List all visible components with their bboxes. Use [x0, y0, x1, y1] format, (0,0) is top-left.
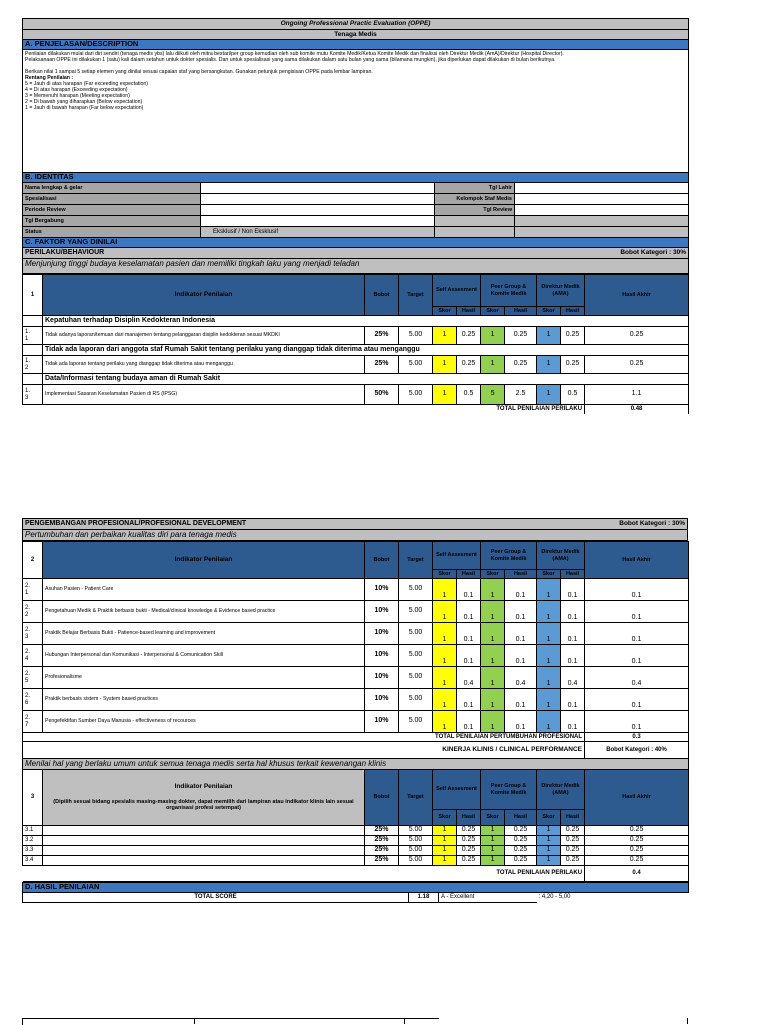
blank-cell: [23, 316, 43, 327]
dir-skor-input[interactable]: 1: [537, 836, 561, 846]
header-bobot: Bobot: [365, 542, 399, 579]
header-skor: Skor: [481, 307, 505, 316]
row-code: 2. 4: [23, 645, 43, 667]
row-target: 5.00: [399, 689, 433, 711]
row-code: 1. 2: [23, 356, 43, 374]
behaviour-heading: PERILAKU/BEHAVIOUR: [23, 248, 515, 259]
peer-skor-input[interactable]: 1: [481, 689, 505, 711]
row-code: 3.1: [23, 826, 43, 836]
header-target: Target: [399, 275, 433, 316]
label-spesialisasi: Spesialisasi: [23, 194, 201, 205]
dir-skor-input[interactable]: 1: [537, 667, 561, 689]
next-page-stub: [22, 1018, 688, 1024]
blank-cell: [23, 345, 43, 356]
self-hasil: 0.25: [457, 826, 481, 836]
row-indikator: Implementasi Sasaran Keselamatan Pasien di RS (IPSG): [43, 385, 365, 405]
stub-divider: [194, 1018, 195, 1024]
row-indikator: Tidak adanya laporan/temuan dari manajemen tentang pelanggaran disiplin kedokteran sesuai MKDKI: [43, 327, 365, 345]
peer-hasil: 2.5: [505, 385, 537, 405]
row-indikator: Tidak ada laporan tentang perilaku yang dianggap tidak diterima atau menganggu: [43, 356, 365, 374]
label-tgl-review: Tgl Review: [435, 205, 515, 216]
header-hasil: Hasil: [561, 570, 585, 579]
row-target: 5.00: [399, 601, 433, 623]
self-hasil: 0.5: [457, 385, 481, 405]
dir-hasil: 0.4: [561, 667, 585, 689]
row-indikator: [43, 856, 365, 866]
field-spesialisasi[interactable]: [201, 194, 435, 205]
row-target: 5.00: [399, 623, 433, 645]
field-nama[interactable]: [201, 183, 435, 194]
dir-skor-input[interactable]: 1: [537, 846, 561, 856]
hasil-akhir: 0.1: [585, 689, 689, 711]
hasil-akhir: 0.25: [585, 836, 689, 846]
row-bobot: 50%: [365, 385, 399, 405]
header-direktur: Direktur Medik (AMA): [537, 770, 585, 810]
peer-skor-input[interactable]: 1: [481, 846, 505, 856]
row-code: 3.2: [23, 836, 43, 846]
row-indikator: [43, 846, 365, 856]
blank-cell: [435, 216, 515, 227]
row-indikator: Asuhan Pasien - Patient Care: [43, 579, 365, 601]
header-target: Target: [399, 770, 433, 826]
header-hasil: Hasil: [457, 307, 481, 316]
row-code: 1. 1: [23, 327, 43, 345]
peer-hasil: 0.1: [505, 711, 537, 733]
header-self: Self Assesment: [433, 770, 481, 810]
hasil-akhir: 0.1: [585, 623, 689, 645]
header-skor: Skor: [537, 570, 561, 579]
row-bobot: 10%: [365, 579, 399, 601]
dir-skor-input[interactable]: 1: [537, 856, 561, 866]
behaviour-subtitle: Menjunjung tinggi budaya keselamatan pasien dan memiliki tingkah laku yang menjadi teladan: [23, 259, 689, 274]
field-kelompok[interactable]: [515, 194, 689, 205]
clinical-subtitle: Menilai hal yang berlaku umum untuk semua tenaga medis serta hal khusus terkait kewenangan klinis: [23, 759, 689, 770]
dir-skor-input[interactable]: 1: [537, 579, 561, 601]
self-hasil: 0.25: [457, 327, 481, 345]
field-tgl-lahir[interactable]: [515, 183, 689, 194]
development-table: [22, 541, 689, 882]
behaviour-total-value: 0.48: [585, 405, 689, 414]
header-bobot: Bobot: [365, 770, 399, 826]
rentang-3: 3 = Memenuhi harapan (Meeting expectation): [25, 92, 130, 99]
self-skor-input[interactable]: 1: [433, 579, 457, 601]
header-peer: Peer Group & Komite Medik: [481, 770, 537, 810]
peer-skor-input[interactable]: 1: [481, 623, 505, 645]
hasil-akhir: 0.25: [585, 356, 689, 374]
peer-hasil: 0.25: [505, 327, 537, 345]
header-indikator: Indikator Penilaian: [174, 783, 233, 791]
row-target: 5.00: [399, 846, 433, 856]
row-target: 5.00: [399, 836, 433, 846]
dir-hasil: 0.25: [561, 826, 585, 836]
label-periode: Periode Review: [23, 205, 201, 216]
row-code: 2. 5: [23, 667, 43, 689]
peer-hasil: 0.25: [505, 846, 537, 856]
header-hasil: Hasil: [561, 810, 585, 826]
row-code: 1. 3: [23, 385, 43, 405]
peer-hasil: 0.1: [505, 623, 537, 645]
header-hasil-akhir: Hasil Akhir: [585, 770, 689, 826]
row-bobot: 25%: [365, 356, 399, 374]
development-heading: PENGEMBANGAN PROFESIONAL/PROFESIONAL DEVELOPMENT: [23, 519, 574, 530]
row-bobot: 10%: [365, 711, 399, 733]
desc-paragraph-3: Berikan nilai 1 sampai 5 setiap elemen yang dinilai sesuai capaian staf yang bersangkutan. Gunakan petunjuk pengisisan OPPE pada lembar lampiran.: [25, 68, 373, 75]
self-skor-input[interactable]: 1: [433, 601, 457, 623]
row-bobot: 25%: [365, 856, 399, 866]
peer-hasil: 0.1: [505, 579, 537, 601]
row-indikator: [43, 826, 365, 836]
group-heading: Tidak ada laporan dari anggota staf Rumah Sakit tentang perilaku yang dianggap tidak diterima atau menganggu: [43, 345, 689, 356]
peer-skor-input[interactable]: 1: [481, 601, 505, 623]
desc-paragraph-2: Pelaksanaan OPPE ini dilakukan 1 (satu) kali dalam setahun untuk dokter spesialis. Dan untuk spesialisasi yang sama dilakukan dalam satu bulan yang sama (bilamana mungkin), jika diperlukan dapat dilakukan di bulan berikutnya.: [25, 56, 556, 63]
rentang-4: 2 = Di bawah yang diharapkan (Below expectation): [25, 98, 143, 105]
dir-skor-input[interactable]: 1: [537, 385, 561, 405]
header-hasil: Hasil: [457, 810, 481, 826]
row-target: 5.00: [399, 645, 433, 667]
header-hasil: Hasil: [505, 307, 537, 316]
rentang-title: Rentang Penilaian :: [25, 74, 74, 81]
header-hasil-akhir: Hasil Akhir: [585, 542, 689, 579]
self-skor-input[interactable]: 1: [433, 856, 457, 866]
blank-cell: [515, 227, 689, 238]
peer-hasil: 0.1: [505, 645, 537, 667]
header-indikator: Indikator Penilaian: [43, 542, 365, 579]
row-indikator: [43, 836, 365, 846]
self-skor-input[interactable]: 1: [433, 836, 457, 846]
section-c-title: C. FAKTOR YANG DINILAI: [23, 238, 689, 248]
row-code: 2. 6: [23, 689, 43, 711]
clinical-num: 3: [23, 770, 43, 826]
row-bobot: 10%: [365, 689, 399, 711]
self-hasil: 0.1: [457, 711, 481, 733]
behaviour-bobot-kategori: Bobot Kategori : 30%: [515, 248, 689, 259]
peer-hasil: 0.1: [505, 601, 537, 623]
peer-skor-input[interactable]: 1: [481, 711, 505, 733]
clinical-heading: KINERJA KLINIS / CLINICAL PERFORMANCE: [23, 742, 585, 759]
grade-label: A - Excellent: [439, 893, 537, 903]
peer-skor-input[interactable]: 1: [481, 579, 505, 601]
clinical-indikator-header: [43, 770, 365, 826]
oppe-form-top: [22, 18, 689, 274]
dir-skor-input[interactable]: 1: [537, 826, 561, 836]
row-target: 5.00: [399, 385, 433, 405]
row-bobot: 25%: [365, 826, 399, 836]
header-bobot: Bobot: [365, 275, 399, 316]
self-hasil: 0.1: [457, 623, 481, 645]
header-target: Target: [399, 542, 433, 579]
row-target: 5.00: [399, 856, 433, 866]
row-target: 5.00: [399, 356, 433, 374]
label-kelompok: Kelompok Staf Medis: [435, 194, 515, 205]
dir-hasil: 0.1: [561, 645, 585, 667]
section-b-title: B. IDENTITAS: [23, 173, 689, 183]
header-skor: Skor: [433, 810, 457, 826]
dir-skor-input[interactable]: 1: [537, 689, 561, 711]
header-hasil: Hasil: [561, 307, 585, 316]
row-bobot: 10%: [365, 645, 399, 667]
section-d-title: D. HASIL PENILAIAN: [23, 883, 689, 893]
row-code: 2. 7: [23, 711, 43, 733]
dir-hasil: 0.25: [561, 836, 585, 846]
field-periode[interactable]: [201, 205, 435, 216]
dir-skor-input[interactable]: 1: [537, 327, 561, 345]
self-skor-input[interactable]: 1: [433, 327, 457, 345]
row-target: 5.00: [399, 327, 433, 345]
peer-skor-input[interactable]: 1: [481, 645, 505, 667]
development-header: [22, 518, 688, 541]
hasil-akhir: 0.1: [585, 601, 689, 623]
desc-paragraph-1: Penilaian dilakukan mulai dari diri sendiri (tenaga medis ybs) lalu diikuti oleh mitra bestari/per group kemudian oleh sub komite mutu Komite Medik/Ketua Komite Medik dan finalissi oleh Direktur Medik (AmA)/Direktur (Hospital Director).: [25, 51, 564, 57]
dir-hasil: 0.25: [561, 327, 585, 345]
row-target: 5.00: [399, 826, 433, 836]
field-tgl-bergabung[interactable]: [201, 216, 435, 227]
peer-skor-input[interactable]: 1: [481, 856, 505, 866]
clinical-total-value: 0.4: [585, 866, 689, 882]
self-skor-input[interactable]: 1: [433, 623, 457, 645]
peer-skor-input[interactable]: 1: [481, 356, 505, 374]
peer-hasil: 0.1: [505, 689, 537, 711]
development-subtitle: Pertumbuhan dan perbaikan kualitas diri para tenaga medis: [23, 530, 688, 541]
peer-hasil: 0.25: [505, 826, 537, 836]
dir-hasil: 0.25: [561, 846, 585, 856]
self-hasil: 0.1: [457, 645, 481, 667]
section-d-table: [22, 882, 689, 903]
header-peer: Peer Group & Komite Medik: [481, 275, 537, 307]
header-direktur: Direktur Medik (AMA): [537, 275, 585, 307]
group-heading: Kepatuhan terhadap Disiplin Kedokteran Indonesia: [43, 316, 689, 327]
row-indikator: Praktik Belajar Berbasis Bukti - Patience-based learning and improvement: [43, 623, 365, 645]
blank-cell: [515, 216, 689, 227]
behaviour-num: 1: [23, 275, 43, 316]
hasil-akhir: 0.1: [585, 579, 689, 601]
section-a-title: A. PENJELASAN/DESCRIPTION: [23, 40, 689, 50]
stub-divider: [404, 1018, 405, 1024]
row-code: 3.4: [23, 856, 43, 866]
dir-hasil: 0.1: [561, 689, 585, 711]
peer-hasil: 0.25: [505, 356, 537, 374]
header-skor: Skor: [537, 307, 561, 316]
development-total-value: 0.3: [585, 733, 689, 742]
header-hasil: Hasil: [505, 810, 537, 826]
behaviour-table: [22, 274, 689, 414]
page-middle: [22, 518, 688, 903]
self-hasil: 0.25: [457, 856, 481, 866]
peer-skor-input[interactable]: 1: [481, 327, 505, 345]
header-hasil: Hasil: [505, 570, 537, 579]
self-hasil: 0.1: [457, 579, 481, 601]
dir-hasil: 0.1: [561, 711, 585, 733]
total-score-value: 1.18: [409, 893, 439, 903]
self-hasil: 0.25: [457, 846, 481, 856]
row-indikator: Profesionalisme: [43, 667, 365, 689]
peer-skor-input[interactable]: 1: [481, 836, 505, 846]
form-subtitle: Tenaga Medis: [23, 30, 689, 40]
header-hasil: Hasil: [457, 570, 481, 579]
header-skor: Skor: [537, 810, 561, 826]
peer-skor-input[interactable]: 1: [481, 826, 505, 836]
label-tgl-lahir: Tgl Lahir: [435, 183, 515, 194]
hasil-akhir: 0.25: [585, 826, 689, 836]
header-skor: Skor: [433, 307, 457, 316]
hasil-akhir: 0.4: [585, 667, 689, 689]
dir-hasil: 0.1: [561, 601, 585, 623]
header-skor: Skor: [433, 570, 457, 579]
row-bobot: 10%: [365, 601, 399, 623]
group-heading: Data/Informasi tentang budaya aman di Rumah Sakit: [43, 374, 689, 385]
peer-hasil: 0.4: [505, 667, 537, 689]
header-indikator: Indikator Penilaian: [43, 275, 365, 316]
dir-hasil: 0.5: [561, 385, 585, 405]
row-indikator: Praktik berbasis sistem - System based practices: [43, 689, 365, 711]
row-code: 3.3: [23, 846, 43, 856]
self-skor-input[interactable]: 1: [433, 667, 457, 689]
clinical-bobot-kategori: Bobot Kategori : 40%: [585, 742, 689, 759]
peer-skor-input[interactable]: 1: [481, 667, 505, 689]
row-code: 2. 3: [23, 623, 43, 645]
hasil-akhir: 0.25: [585, 846, 689, 856]
development-num: 2: [23, 542, 43, 579]
page-top: [22, 18, 688, 414]
label-status: Status: [23, 227, 201, 238]
header-skor: Skor: [481, 810, 505, 826]
dir-skor-input[interactable]: 1: [537, 645, 561, 667]
row-indikator: Pengefektifan Sumber Daya Manusia - effectiveness of recources: [43, 711, 365, 733]
dir-skor-input[interactable]: 1: [537, 711, 561, 733]
self-skor-input[interactable]: 1: [433, 846, 457, 856]
total-score-label: TOTAL SCORE: [23, 893, 409, 903]
self-hasil: 0.1: [457, 601, 481, 623]
label-nama: Nama lengkap & gelar: [23, 183, 201, 194]
hasil-akhir: 0.25: [585, 327, 689, 345]
row-code: 2. 1: [23, 579, 43, 601]
header-skor: Skor: [481, 570, 505, 579]
self-hasil: 0.25: [457, 356, 481, 374]
row-indikator: Hubungan Interpersonal dan Komunikasi - Interpersonal & Comunication Skill: [43, 645, 365, 667]
self-skor-input[interactable]: 1: [433, 826, 457, 836]
row-target: 5.00: [399, 579, 433, 601]
hasil-akhir: 1.1: [585, 385, 689, 405]
self-hasil: 0.4: [457, 667, 481, 689]
hasil-akhir: 0.1: [585, 645, 689, 667]
rentang-2: 4 = Di atas harapan (Exceeding expectation): [25, 86, 128, 93]
label-tgl-bergabung: Tgl Bergabung: [23, 216, 201, 227]
row-indikator: Pengetahuan Medik & Praktik berbasis bukti - Medical/clinical knowledge & Evidence based practice: [43, 601, 365, 623]
peer-hasil: 0.25: [505, 856, 537, 866]
peer-hasil: 0.25: [505, 836, 537, 846]
form-title: Ongoing Professional Practic Evaluation (OPPE): [23, 19, 689, 30]
row-bobot: 25%: [365, 836, 399, 846]
development-bobot-kategori: Bobot Kategori : 30%: [573, 519, 688, 530]
self-skor-input[interactable]: 1: [433, 645, 457, 667]
peer-skor-input[interactable]: 5: [481, 385, 505, 405]
blank-cell: [23, 374, 43, 385]
field-status[interactable]: Eksklusif / Non Eksklusif: [201, 227, 435, 238]
header-direktur: Direktur Medik (AMA): [537, 542, 585, 570]
hasil-akhir: 0.1: [585, 711, 689, 733]
blank-cell: [435, 227, 515, 238]
row-bobot: 10%: [365, 667, 399, 689]
self-skor-input[interactable]: 1: [433, 385, 457, 405]
field-tgl-review[interactable]: [515, 205, 689, 216]
dir-hasil: 0.25: [561, 356, 585, 374]
rentang-5: 1 = Jauh di bawah harapan (Far below expectation): [25, 104, 144, 111]
header-indikator-note: (Dipilih sesuai bidang spesialis masing-masing dokter, dapat memilih dari lampiran atau indikator klinis lain sesuai organisasi profesi setempat): [53, 798, 354, 812]
self-skor-input[interactable]: 1: [433, 711, 457, 733]
header-peer: Peer Group & Komite Medik: [481, 542, 537, 570]
clinical-rows: [23, 826, 689, 866]
row-bobot: 25%: [365, 327, 399, 345]
dir-hasil: 0.25: [561, 856, 585, 866]
row-bobot: 10%: [365, 623, 399, 645]
self-hasil: 0.1: [457, 689, 481, 711]
hasil-akhir: 0.25: [585, 856, 689, 866]
self-hasil: 0.25: [457, 836, 481, 846]
behaviour-total-label: TOTAL PENILAIAN PERILAKU: [23, 405, 585, 414]
row-target: 5.00: [399, 667, 433, 689]
header-self: Self Assesment: [433, 542, 481, 570]
header-hasil-akhir: Hasil Akhir: [585, 275, 689, 316]
row-target: 5.00: [399, 711, 433, 733]
dir-skor-input[interactable]: 1: [537, 601, 561, 623]
stub-divider: [687, 1018, 688, 1024]
header-self: Self Assesment: [433, 275, 481, 307]
clinical-total-label: TOTAL PENILAIAN PERILAKU: [23, 866, 585, 882]
development-total-label: TOTAL PENILAIAN PERTUMBUHAN PROFESIONAL: [23, 733, 585, 742]
row-bobot: 25%: [365, 846, 399, 856]
development-rows: [23, 579, 689, 733]
self-skor-input[interactable]: 1: [433, 356, 457, 374]
dir-hasil: 0.1: [561, 579, 585, 601]
dir-skor-input[interactable]: 1: [537, 356, 561, 374]
dir-hasil: 0.1: [561, 623, 585, 645]
grade-range: : 4,20 - 5,00: [538, 894, 571, 901]
dir-skor-input[interactable]: 1: [537, 623, 561, 645]
row-code: 2. 2: [23, 601, 43, 623]
rentang-1: 5 = Jauh di atas harapan (Far exceeding expectation): [25, 80, 148, 87]
section-a-description: [23, 50, 689, 173]
self-skor-input[interactable]: 1: [433, 689, 457, 711]
